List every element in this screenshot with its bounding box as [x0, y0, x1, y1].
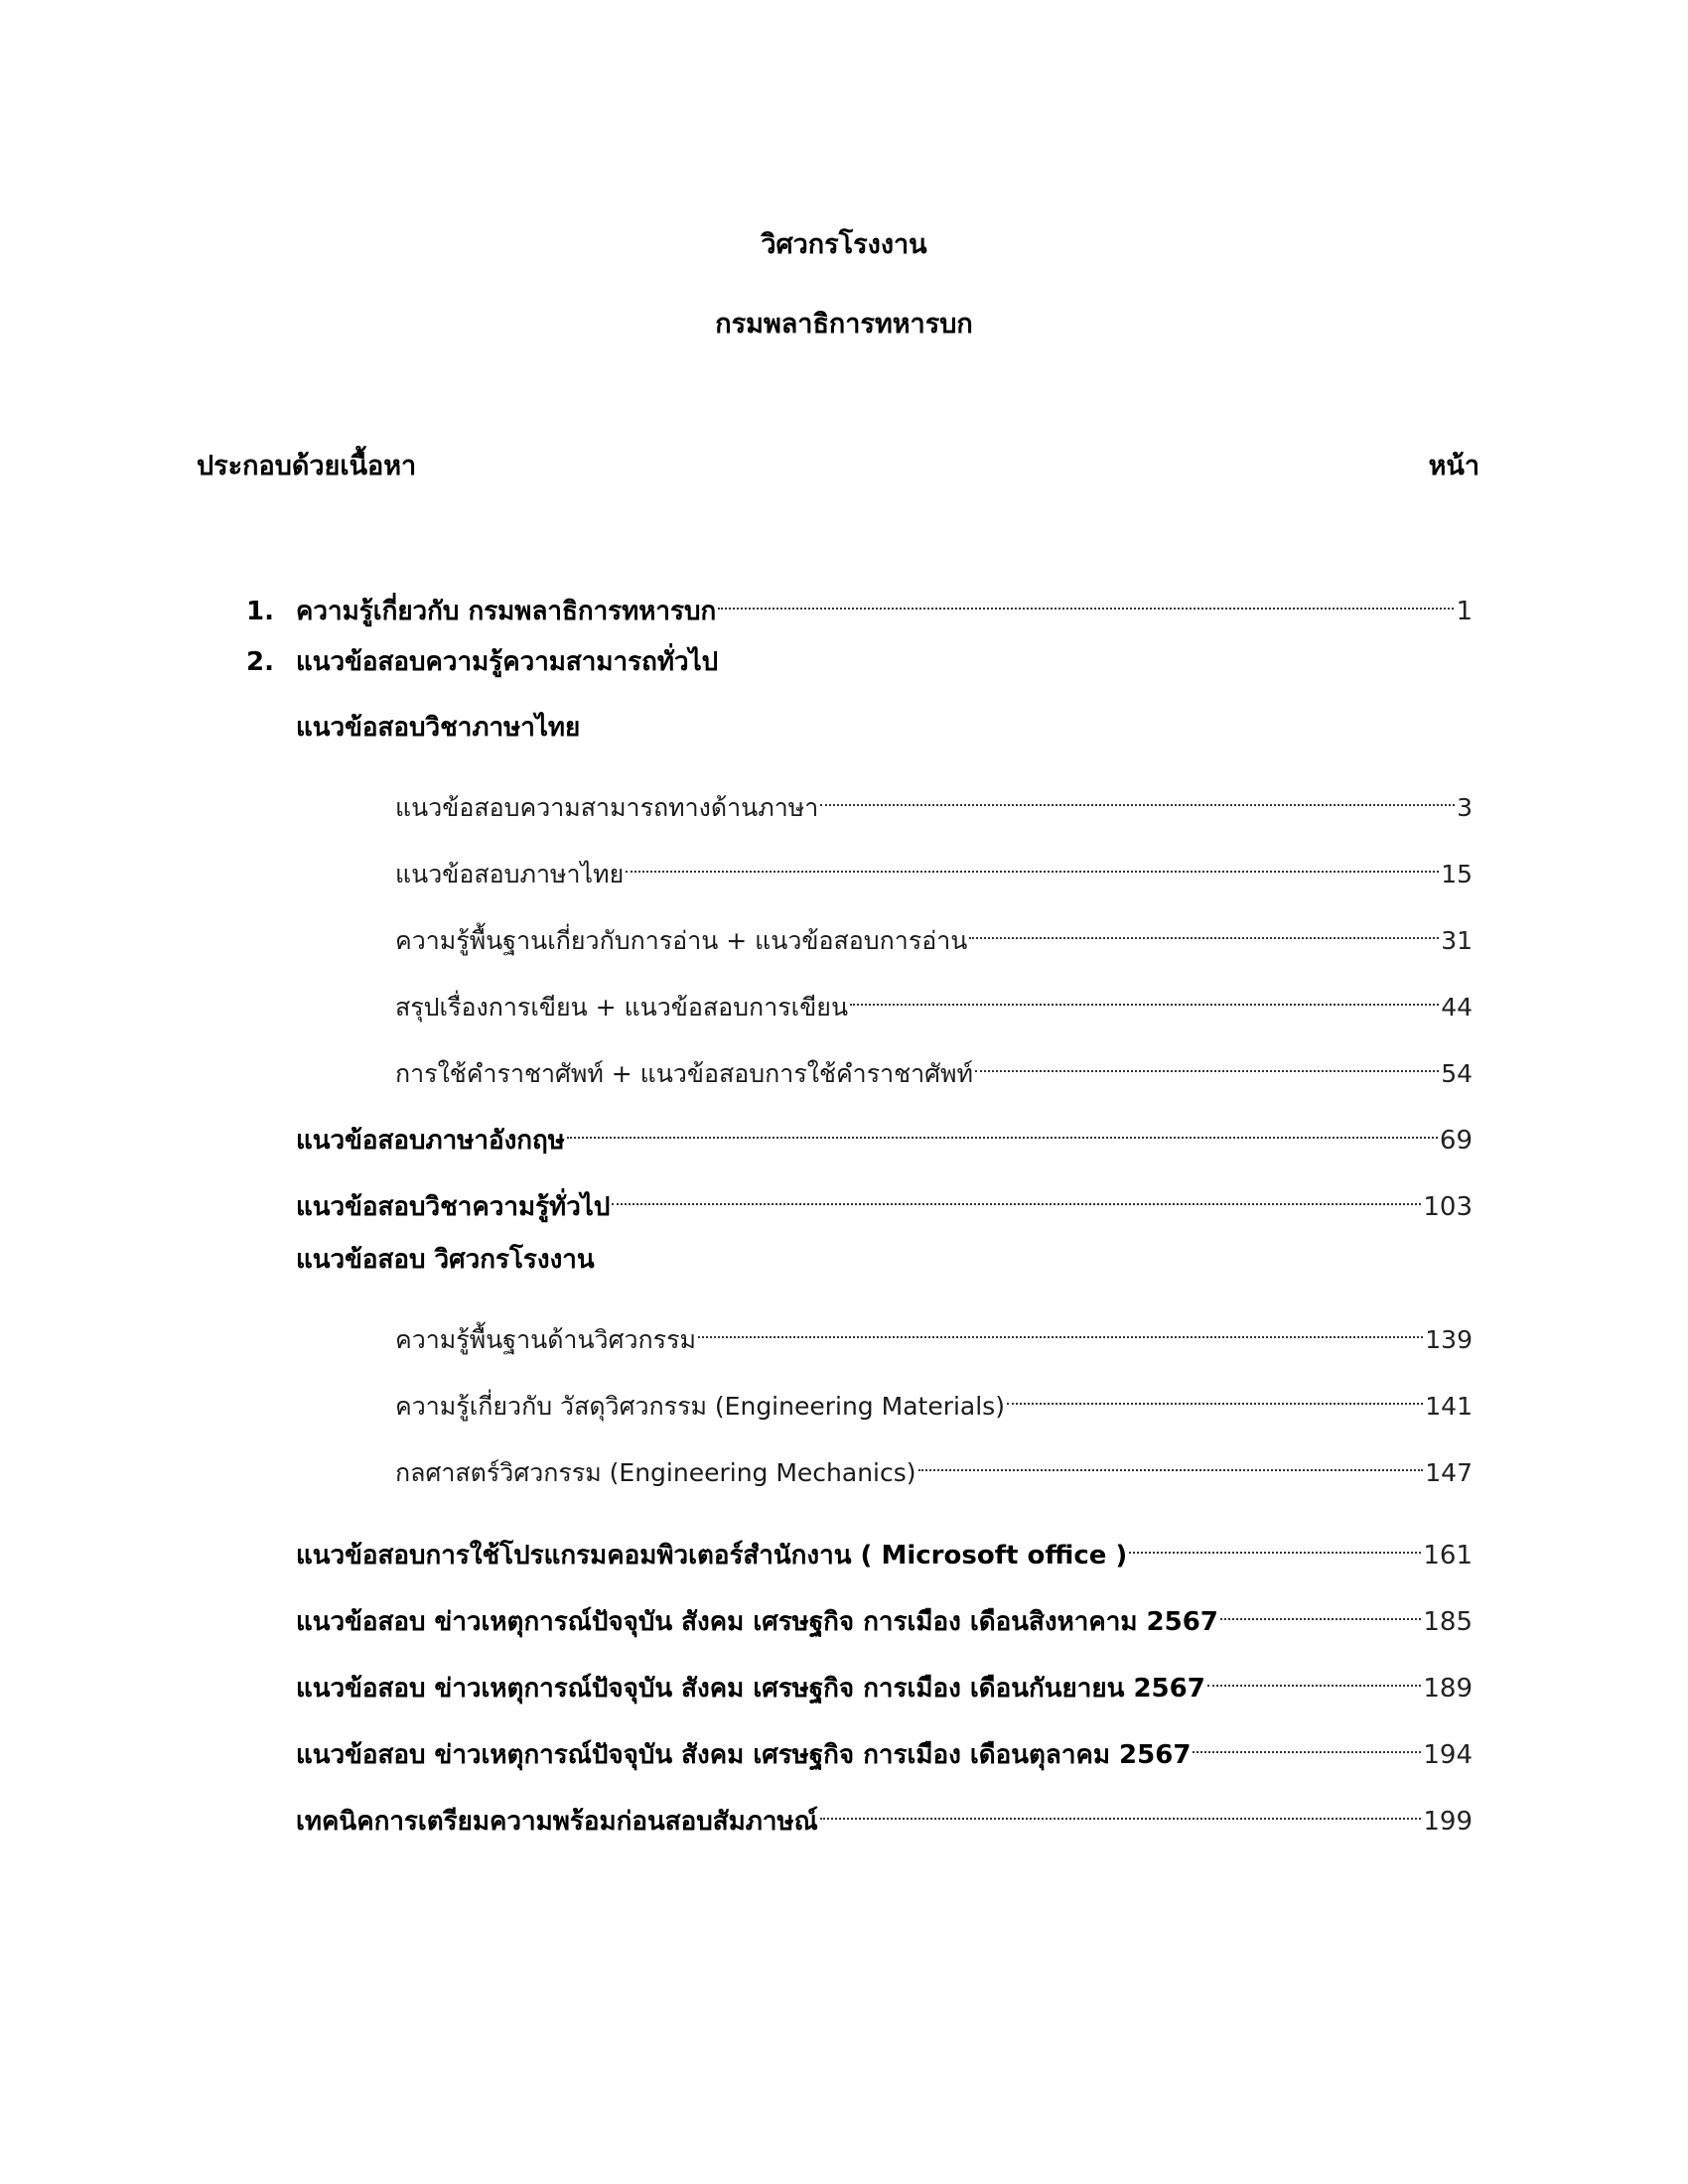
dot-leader — [969, 905, 1439, 949]
toc-entry-page: 15 — [1441, 860, 1473, 888]
dot-leader — [918, 1437, 1424, 1481]
toc-entry-page: 44 — [1441, 993, 1473, 1022]
document-subtitle: กรมพลาธิการทหารบก — [715, 309, 973, 340]
toc-entry-page: 103 — [1423, 1192, 1473, 1222]
dot-leader — [820, 1786, 1422, 1830]
toc-entry-text: แนวข้อสอบ วิศวกรโรงงาน — [296, 1245, 595, 1275]
dot-leader — [850, 972, 1439, 1016]
toc-entry-ms-office — [296, 1520, 1473, 1570]
toc-section-engineer — [296, 1238, 595, 1282]
toc-entry-text: เทคนิคการเตรียมความพร้อมก่อนสอบสัมภาษณ์ — [296, 1807, 818, 1837]
toc-entry-text: แนวข้อสอบวิชาภาษาไทย — [296, 713, 581, 743]
toc-entry-news-sep — [296, 1653, 1473, 1704]
dot-leader — [1007, 1371, 1423, 1415]
toc-entry-general-knowledge — [296, 1171, 1473, 1222]
toc-section-thai — [296, 706, 580, 750]
toc-entry-page: 189 — [1423, 1674, 1473, 1704]
dot-leader — [567, 1105, 1438, 1149]
toc-entry-text: กลศาสตร์วิศวกรรม (Engineering Mechanics) — [395, 1458, 916, 1487]
dot-leader — [698, 1304, 1423, 1348]
toc-entry-number: 1. — [246, 597, 274, 626]
dot-leader — [626, 839, 1439, 883]
toc-entry-page: 141 — [1425, 1392, 1473, 1421]
toc-entry-interview — [296, 1786, 1473, 1837]
dot-leader — [718, 576, 1454, 619]
toc-subentry — [395, 1437, 1473, 1487]
toc-subentry — [395, 839, 1473, 888]
toc-entry-text: สรุปเรื่องการเขียน + แนวข้อสอบการเขียน — [395, 993, 849, 1022]
toc-entry-text: การใช้คำราชาศัพท์ + แนวข้อสอบการใช้คำราชาศัพท์ — [395, 1059, 974, 1088]
toc-entry-english — [296, 1105, 1473, 1156]
toc-entry-page: 3 — [1457, 793, 1473, 822]
document-title: วิศวกรโรงงาน — [761, 229, 927, 260]
dot-leader — [1220, 1586, 1421, 1630]
toc-entry-page: 185 — [1423, 1607, 1473, 1637]
toc-entry-text: แนวข้อสอบความสามารถทางด้านภาษา — [395, 793, 819, 822]
dot-leader — [1193, 1719, 1421, 1763]
toc-entry-news-aug — [296, 1586, 1473, 1637]
dot-leader — [820, 772, 1455, 816]
toc-entry-page: 199 — [1423, 1807, 1473, 1837]
toc-entry-page: 54 — [1441, 1059, 1473, 1088]
toc-entry-page: 161 — [1423, 1541, 1473, 1570]
toc-entry-2 — [246, 640, 718, 684]
toc-entry-page: 31 — [1441, 926, 1473, 955]
toc-entry-text: ความรู้เกี่ยวกับ วัสดุวิศวกรรม (Engineering Materials) — [395, 1392, 1005, 1421]
toc-heading: ประกอบด้วยเนื้อหา — [197, 451, 417, 481]
toc-entry-text: แนวข้อสอบ ข่าวเหตุการณ์ปัจจุบัน สังคม เศรษฐกิจ การเมือง เดือนสิงหาคาม 2567 — [296, 1607, 1218, 1637]
toc-entry-text: แนวข้อสอบ ข่าวเหตุการณ์ปัจจุบัน สังคม เศรษฐกิจ การเมือง เดือนตุลาคม 2567 — [296, 1740, 1192, 1770]
toc-entry-number: 2. — [246, 647, 274, 677]
toc-subentry — [395, 1371, 1473, 1421]
dot-leader — [975, 1038, 1439, 1082]
dot-leader — [1207, 1653, 1422, 1697]
toc-entry-page: 139 — [1425, 1325, 1473, 1354]
dot-leader — [612, 1171, 1421, 1215]
toc-entry-page: 194 — [1423, 1740, 1473, 1770]
toc-subentry — [395, 1038, 1473, 1088]
toc-entry-text: ความรู้พื้นฐานด้านวิศวกรรม — [395, 1325, 696, 1354]
toc-entry-text: แนวข้อสอบภาษาไทย — [395, 860, 625, 888]
toc-entry-text: ความรู้พื้นฐานเกี่ยวกับการอ่าน + แนวข้อสอบการอ่าน — [395, 926, 968, 955]
toc-entry-page: 1 — [1456, 597, 1473, 626]
toc-entry-text: แนวข้อสอบวิชาความรู้ทั่วไป — [296, 1192, 611, 1222]
toc-entry-page: 69 — [1439, 1126, 1473, 1156]
toc-entry-text: แนวข้อสอบการใช้โปรแกรมคอมพิวเตอร์สำนักงาน ( Microsoft office ) — [296, 1541, 1128, 1570]
toc-entry-1 — [246, 576, 1473, 626]
toc-subentry — [395, 905, 1473, 955]
toc-entry-news-oct — [296, 1719, 1473, 1770]
toc-subentry — [395, 772, 1473, 822]
toc-subentry — [395, 1304, 1473, 1354]
toc-entry-text: แนวข้อสอบ ข่าวเหตุการณ์ปัจจุบัน สังคม เศรษฐกิจ การเมือง เดือนกันยายน 2567 — [296, 1674, 1205, 1704]
toc-entry-page: 147 — [1425, 1458, 1473, 1487]
toc-entry-text: แนวข้อสอบความรู้ความสามารถทั่วไป — [296, 647, 719, 677]
dot-leader — [1129, 1520, 1421, 1564]
toc-subentry — [395, 972, 1473, 1022]
page-column-heading: หน้า — [1428, 451, 1479, 481]
toc-entry-text: ความรู้เกี่ยวกับ กรมพลาธิการทหารบก — [296, 597, 717, 626]
toc-entry-text: แนวข้อสอบภาษาอังกฤษ — [296, 1126, 565, 1156]
